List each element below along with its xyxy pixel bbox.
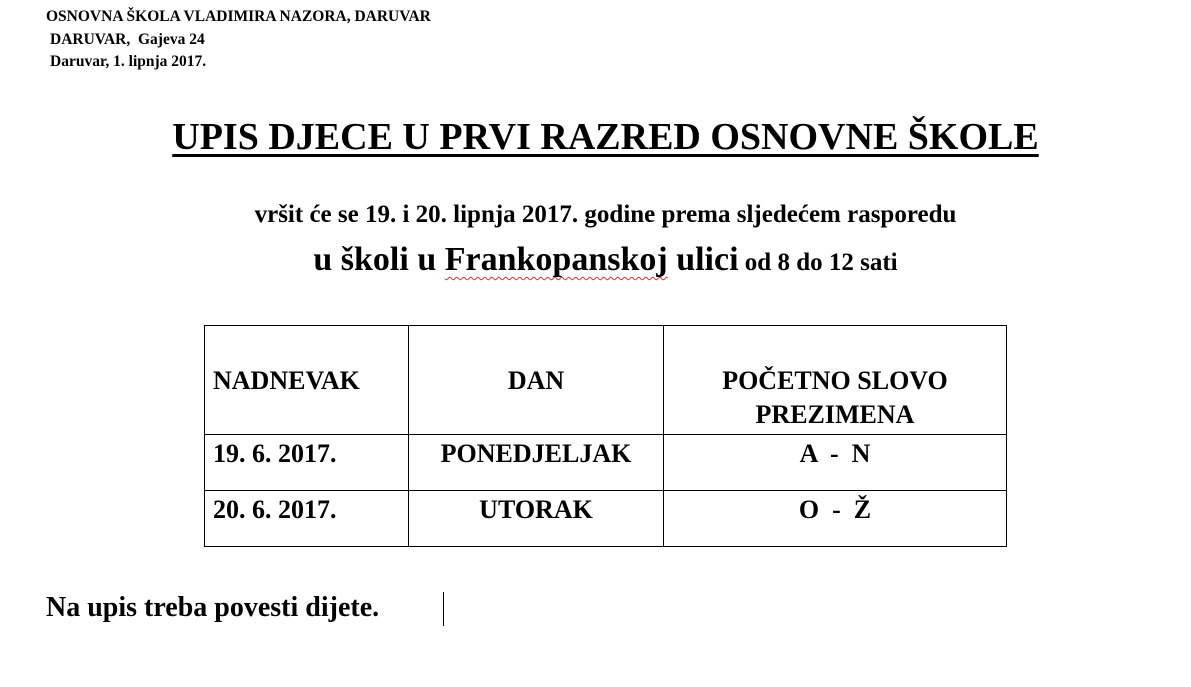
footer-note: Na upis treba povesti dijete. — [46, 592, 380, 623]
text-cursor — [443, 592, 444, 626]
cell-letters: A - N — [664, 435, 1007, 491]
school-address: DARUVAR, Gajeva 24 — [50, 31, 205, 48]
enrollment-schedule-table — [204, 325, 1007, 547]
header-date: NADNEVAK — [205, 326, 409, 435]
page-title: UPIS DJECE U PRVI RAZRED OSNOVNE ŠKOLE — [172, 116, 1039, 158]
cell-day: UTORAK — [409, 491, 664, 547]
header-day: DAN — [409, 326, 664, 435]
street-name-misspelled[interactable]: Frankopanskoj — [444, 241, 668, 278]
header-surname-letter: POČETNO SLOVO PREZIMENA — [664, 326, 1007, 435]
table-row — [205, 435, 1007, 491]
cell-letters: O - Ž — [664, 491, 1007, 547]
intro-line-location — [0, 240, 1191, 286]
office-hours: od 8 do 12 sati — [738, 249, 898, 276]
cell-date: 19. 6. 2017. — [205, 435, 409, 491]
intro-line-dates: vršit će se 19. i 20. lipnja 2017. godine prema sljedećem rasporedu — [254, 201, 957, 228]
cell-date: 20. 6. 2017. — [205, 491, 409, 547]
table-header-row — [205, 326, 1007, 435]
location-prefix: u školi u — [313, 241, 445, 278]
school-name: OSNOVNA ŠKOLA VLADIMIRA NAZORA, DARUVAR — [46, 8, 431, 25]
location-suffix: ulici — [667, 241, 739, 278]
cell-day: PONEDJELJAK — [409, 435, 664, 491]
document-date: Daruvar, 1. lipnja 2017. — [50, 53, 207, 70]
table-row — [205, 491, 1007, 547]
